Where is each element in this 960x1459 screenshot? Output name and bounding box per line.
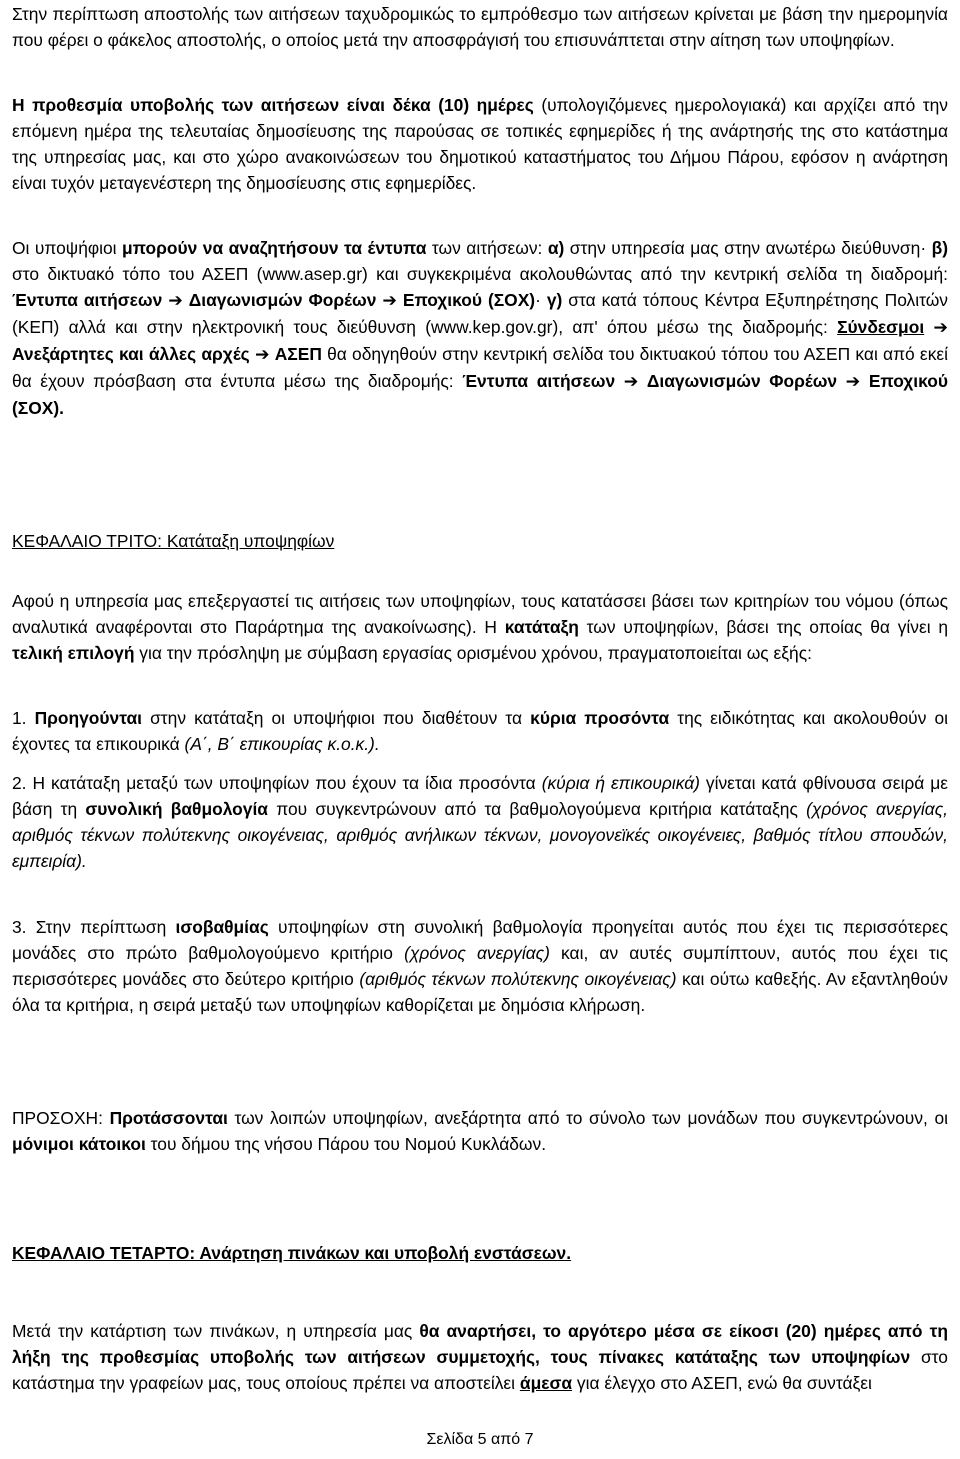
paragraph-text: Στην περίπτωση αποστολής των αιτήσεων ταχυδρομικώς το εμπρόθεσμο των αιτήσεων κρίνεται με βάση την ημερομηνία που φέρει ο φάκελος αποστολής, ο οποίος μετά την αποσφράγισή του επισυνάπτεται στην αίτηση των υποψηφίων. xyxy=(12,4,948,50)
bold-span: Ανεξάρτητες και άλλες αρχές xyxy=(12,344,250,364)
italic-span: (Α΄, Β΄ επικουρίας κ.ο.κ.). xyxy=(184,734,380,754)
chapter-three-heading: ΚΕΦΑΛΑΙΟ ΤΡΙΤΟ: Κατάταξη υποψηφίων xyxy=(12,531,335,551)
bold-span: Προτάσσονται xyxy=(109,1108,228,1128)
text-span: των αιτήσεων: xyxy=(426,238,548,258)
text-span: για έλεγχο στο ΑΣΕΠ, ενώ θα συντάξει xyxy=(572,1373,872,1393)
ranking-rule-3 xyxy=(12,914,948,1018)
ranking-rule-1 xyxy=(12,705,948,757)
arrow-right-icon: ➔ xyxy=(168,291,183,311)
text-span: των λοιπών υποψηφίων, ανεξάρτητα από το σύνολο των μονάδων που συγκεντρώνουν, οι xyxy=(227,1108,948,1128)
bold-span: α) xyxy=(547,238,565,258)
text-span: · xyxy=(535,290,547,310)
bold-span: ισοβαθμίας xyxy=(175,917,269,937)
text-span: 3. Στην περίπτωση xyxy=(12,917,176,937)
bold-span: μόνιμοι κάτοικοι xyxy=(12,1134,146,1154)
attention-note xyxy=(12,1105,948,1157)
text-span: στο κατάστημα την γραφείων μας, τους οποίους πρέπει να αποστείλει xyxy=(12,1347,948,1393)
text-span: στην κατάταξη οι υποψήφιοι που διαθέτουν τα xyxy=(142,708,531,728)
text-span: και ούτω καθεξής. Αν εξαντληθούν όλα τα κριτήρια, η σειρά μεταξύ των υποψηφίων καθορίζεται με δημόσια κλήρωση. xyxy=(12,969,948,1015)
bold-underline-span: Σύνδεσμοι xyxy=(837,317,925,337)
text-span: στο δικτυακό τόπο του ΑΣΕΠ (www.asep.gr) και συγκεκριμένα ακολουθώντας από την κεντρική σελίδα τη διαδρομή: xyxy=(12,264,948,284)
paragraph-postal-submission xyxy=(12,1,948,53)
text-span: της ειδικότητας και ακολουθούν οι έχοντες τα επικουρικά xyxy=(12,708,948,754)
bold-span: Διαγωνισμών Φορέων xyxy=(646,371,838,391)
text-span: 1. xyxy=(12,708,35,728)
paragraph-ranking-intro xyxy=(12,588,948,666)
bold-span: τελική επιλογή xyxy=(12,643,135,663)
page-number-footer: Σελίδα 5 από 7 xyxy=(426,1431,534,1448)
italic-span: (χρόνος ανεργίας) xyxy=(404,943,550,963)
arrow-right-icon: ➔ xyxy=(933,318,948,338)
bold-span: γ) xyxy=(546,290,563,310)
italic-span: (χρόνος ανεργίας, αριθμός τέκνων πολύτεκνης οικογένειας, αριθμός ανήλικων τέκνων, μονογονεϊκές οικογένειες, βαθμός τίτλου σπουδών, εμπειρία). xyxy=(12,799,948,871)
text-span: ΠΡΟΣΟΧΗ: xyxy=(12,1108,110,1128)
bold-span: Προηγούνται xyxy=(34,708,143,728)
text-span: των υποψηφίων, βάσει της οποίας θα γίνει η xyxy=(578,617,949,637)
bold-span: συνολική βαθμολογία xyxy=(85,799,268,819)
bold-span: ΑΣΕΠ xyxy=(274,344,322,364)
arrow-right-icon: ➔ xyxy=(382,291,397,311)
text-span: και, αν αυτές συμπίπτουν, αυτός που έχει τις περισσότερες μονάδες στο δεύτερο κριτήριο xyxy=(12,943,948,989)
paragraph-deadline xyxy=(12,92,948,196)
italic-span: (κύρια ή επικουρικά) xyxy=(541,773,700,793)
text-span: Αφού η υπηρεσία μας επεξεργαστεί τις αιτήσεις των υποψηφίων, τους κατατάσσει βάσει των κριτηρίων του νόμου (όπως αναλυτικά αναφέρονται στο Παράρτημα της ανακοίνωσης). Η xyxy=(12,591,948,637)
arrow-right-icon: ➔ xyxy=(845,372,861,392)
bold-span: Διαγωνισμών Φορέων xyxy=(188,290,377,310)
text-span: στην υπηρεσία μας στην ανωτέρω διεύθυνση· xyxy=(564,238,932,258)
bold-span: Εποχικού (ΣΟΧ). xyxy=(12,371,948,418)
arrow-right-icon: ➔ xyxy=(254,345,270,365)
chapter-four-heading: ΚΕΦΑΛΑΙΟ ΤΕΤΑΡΤΟ: Ανάρτηση πινάκων και υποβολή ενστάσεων. xyxy=(12,1243,572,1263)
italic-span: (αριθμός τέκνων πολύτεκνης οικογένειας) xyxy=(359,969,677,989)
paragraph-text: (υπολογιζόμενες ημερολογιακά) και αρχίζει από την επόμενη ημέρα της τελευταίας δημοσίευσης της παρούσας σε τοπικές εφημερίδες ή της ανάρτησής της στο κατάστημα της υπηρεσίας μας, και στο χώρο ανακοινώσεων του δημοτικού καταστήματος του Δήμου Πάρου, εφόσον η ανάρτηση είναι τυχόν μεταγενέστερη της δημοσίευσης στις εφημερίδες. xyxy=(12,95,948,193)
bold-underline-span: άμεσα xyxy=(519,1373,573,1393)
bold-span: θα αναρτήσει, το αργότερο μέσα σε είκοσι (20) ημέρες από τη λήξη της προθεσμίας υποβολής των αιτήσεων συμμετοχής, τους πίνακες κατάταξης των υποψηφίων xyxy=(12,1321,949,1367)
bold-span: Έντυπα αιτήσεων xyxy=(12,290,163,310)
ranking-rule-2 xyxy=(12,770,948,874)
deadline-bold-text: Η προθεσμία υποβολής των αιτήσεων είναι δέκα (10) ημέρες xyxy=(12,95,534,115)
text-span: θα οδηγηθούν στην κεντρική σελίδα του δικτυακού τόπου του ΑΣΕΠ και από εκεί θα έχουν πρόσβαση στα έντυπα μέσω της διαδρομής: xyxy=(12,344,949,391)
text-span: 2. Η κατάταξη μεταξύ των υποψηφίων που έχουν τα ίδια προσόντα xyxy=(12,773,542,793)
bold-span: κύρια προσόντα xyxy=(530,708,670,728)
arrow-right-icon: ➔ xyxy=(623,372,639,392)
text-span: για την πρόσληψη με σύμβαση εργασίας ορισμένου χρόνου, πραγματοποιείται ως εξής: xyxy=(134,643,812,663)
text-span: υποψηφίων στη συνολική βαθμολογία προηγείται αυτός που έχει τις περισσότερες μονάδες στο πρώτο βαθμολογούμενο κριτήριο xyxy=(12,917,948,963)
paragraph-forms xyxy=(12,235,948,421)
bold-span: μπορούν να αναζητήσουν τα έντυπα xyxy=(122,238,427,258)
text-span: Οι υποψήφιοι xyxy=(12,238,123,258)
bold-span: Εποχικού (ΣΟΧ) xyxy=(402,290,536,310)
bold-span: Έντυπα αιτήσεων xyxy=(462,371,616,391)
text-span: του δήμου της νήσου Πάρου του Νομού Κυκλάδων. xyxy=(145,1134,547,1154)
paragraph-tables-posting xyxy=(12,1318,948,1396)
bold-span: β) xyxy=(931,238,948,258)
text-span: στα κατά τόπους Κέντρα Εξυπηρέτησης Πολιτών (ΚΕΠ) αλλά και στην ηλεκτρονική τους διεύθυνση (www.kep.gov.gr), απ' όπου μέσω της διαδρομής: xyxy=(12,290,948,337)
text-span: Μετά την κατάρτιση των πινάκων, η υπηρεσία μας xyxy=(12,1321,420,1341)
bold-span: κατάταξη xyxy=(504,617,579,637)
text-span: που συγκεντρώνουν από τα βαθμολογούμενα κριτήρια κατάταξης xyxy=(268,799,807,819)
text-span: γίνεται κατά φθίνουσα σειρά με βάση τη xyxy=(12,773,949,819)
